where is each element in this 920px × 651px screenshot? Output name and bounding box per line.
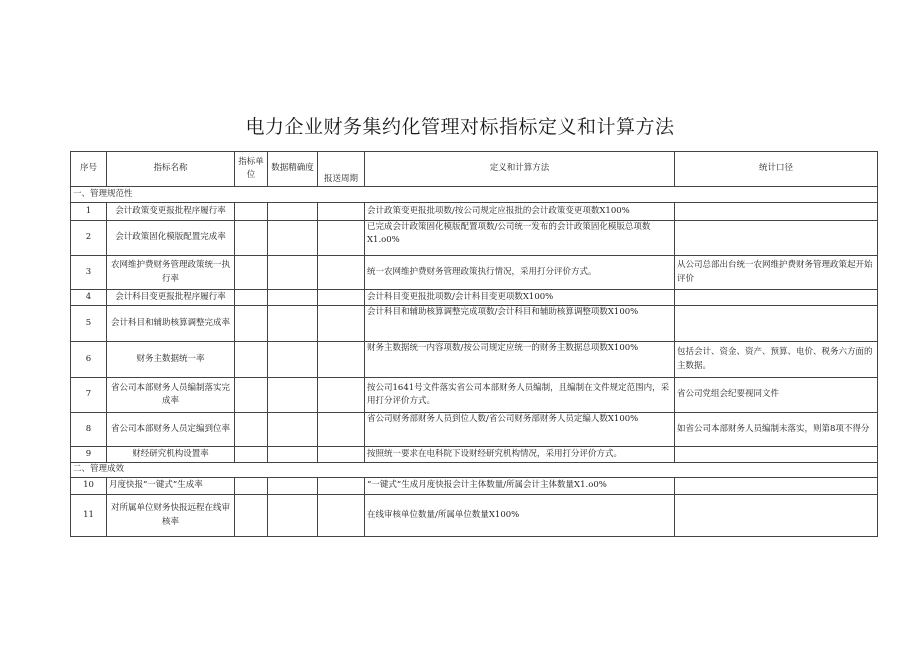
table-row bbox=[71, 203, 878, 221]
header-seq: 序号 bbox=[71, 152, 107, 187]
unit-cell bbox=[235, 413, 268, 447]
table-row bbox=[71, 495, 878, 537]
header-period: 报送周期 bbox=[318, 152, 365, 187]
precision-cell bbox=[268, 203, 318, 221]
indicator-name: 省公司本部财务人员编制落实完成率 bbox=[107, 378, 235, 413]
scope-cell bbox=[675, 203, 878, 221]
definition-cell: “一键式”生成月度快报会计主体数量/所属会计主体数量X1.o0% bbox=[365, 478, 675, 495]
row-number: 4 bbox=[71, 290, 107, 306]
header-precision: 数据精确度 bbox=[268, 152, 318, 187]
indicator-name: 对所属单位财务快报远程在线审核率 bbox=[107, 495, 235, 537]
scope-cell bbox=[675, 478, 878, 495]
period-cell bbox=[318, 221, 365, 256]
precision-cell bbox=[268, 256, 318, 290]
indicator-name: 省公司本部财务人员定编到位率 bbox=[107, 413, 235, 447]
unit-cell bbox=[235, 342, 268, 378]
precision-cell bbox=[268, 378, 318, 413]
indicator-name: 会计科目变更报批程序履行率 bbox=[107, 290, 235, 306]
row-number: 2 bbox=[71, 221, 107, 256]
period-cell bbox=[318, 290, 365, 306]
unit-cell bbox=[235, 447, 268, 463]
row-number: 8 bbox=[71, 413, 107, 447]
document-title: 电力企业财务集约化管理对标指标定义和计算方法 bbox=[245, 116, 675, 138]
period-cell bbox=[318, 478, 365, 495]
table-row bbox=[71, 221, 878, 256]
precision-cell bbox=[268, 447, 318, 463]
row-number: 7 bbox=[71, 378, 107, 413]
table-row bbox=[71, 342, 878, 378]
row-number: 3 bbox=[71, 256, 107, 290]
row-number: 5 bbox=[71, 306, 107, 342]
unit-cell bbox=[235, 306, 268, 342]
scope-cell bbox=[675, 495, 878, 537]
indicator-name: 财务主数据统一率 bbox=[107, 342, 235, 378]
unit-cell bbox=[235, 478, 268, 495]
precision-cell bbox=[268, 478, 318, 495]
period-cell bbox=[318, 495, 365, 537]
section-row bbox=[71, 463, 878, 478]
indicator-name: 会计政策固化模版配置完成率 bbox=[107, 221, 235, 256]
unit-cell bbox=[235, 378, 268, 413]
precision-cell bbox=[268, 290, 318, 306]
unit-cell bbox=[235, 203, 268, 221]
header-unit: 指标单位 bbox=[235, 152, 268, 187]
row-number: 1 bbox=[71, 203, 107, 221]
table-row bbox=[71, 256, 878, 290]
scope-cell bbox=[675, 447, 878, 463]
row-number: 11 bbox=[71, 495, 107, 537]
indicator-name: 会计科目和辅助核算调整完成率 bbox=[107, 306, 235, 342]
scope-cell: 省公司党组会纪要视同文件 bbox=[675, 378, 878, 413]
scope-cell bbox=[675, 306, 878, 342]
indicator-name: 农网维护费财务管理政策统一执行率 bbox=[107, 256, 235, 290]
scope-cell: 如省公司本部财务人员编制未落实，则第8项不得分 bbox=[675, 413, 878, 447]
definition-cell: 会计政策变更报批项数/按公司规定应报批的会计政策变更项数X100% bbox=[365, 203, 675, 221]
precision-cell bbox=[268, 306, 318, 342]
definition-cell: 已完成会计政策固化模版配置项数/公司统一发布的会计政策固化模版总项数X1.o0% bbox=[365, 221, 675, 256]
table-row bbox=[71, 478, 878, 495]
row-number: 10 bbox=[71, 478, 107, 495]
header-name: 指标名称 bbox=[107, 152, 235, 187]
unit-cell bbox=[235, 256, 268, 290]
definition-cell: 会计科目变更报批项数/会计科目变更项数X100% bbox=[365, 290, 675, 306]
section-label: 二、管理成效 bbox=[71, 463, 878, 478]
section-row bbox=[71, 187, 878, 203]
section-label: 一、管理规范性 bbox=[71, 187, 878, 203]
scope-cell: 包括会计、资金、资产、预算、电价、税务六方面的主数据。 bbox=[675, 342, 878, 378]
indicator-name: 财经研究机构设置率 bbox=[107, 447, 235, 463]
period-cell bbox=[318, 203, 365, 221]
unit-cell bbox=[235, 290, 268, 306]
table-header-row bbox=[71, 152, 878, 187]
definition-cell: 财务主数据统一内容项数/按公司规定应统一的财务主数据总项数X100% bbox=[365, 342, 675, 378]
unit-cell bbox=[235, 221, 268, 256]
indicator-name: 月度快报“一键式”生成率 bbox=[107, 478, 235, 495]
indicator-name: 会计政策变更报批程序履行率 bbox=[107, 203, 235, 221]
precision-cell bbox=[268, 413, 318, 447]
definition-cell: 在线审核单位数量/所属单位数量X100% bbox=[365, 495, 675, 537]
definition-cell: 按照统一要求在电科院下设财经研究机构情况，采用打分评价方式。 bbox=[365, 447, 675, 463]
period-cell bbox=[318, 306, 365, 342]
table-row bbox=[71, 306, 878, 342]
table-row bbox=[71, 447, 878, 463]
period-cell bbox=[318, 447, 365, 463]
precision-cell bbox=[268, 221, 318, 256]
period-cell bbox=[318, 342, 365, 378]
header-definition: 定义和计算方法 bbox=[365, 152, 675, 187]
unit-cell bbox=[235, 495, 268, 537]
scope-cell: 从公司总部出台统一农网维护费财务管理政策起开始评价 bbox=[675, 256, 878, 290]
period-cell bbox=[318, 378, 365, 413]
table-row bbox=[71, 413, 878, 447]
indicator-table bbox=[70, 151, 878, 537]
row-number: 9 bbox=[71, 447, 107, 463]
scope-cell bbox=[675, 221, 878, 256]
definition-cell: 会计科目和辅助核算调整完成项数/会计科目和辅助核算调整项数X100% bbox=[365, 306, 675, 342]
scope-cell bbox=[675, 290, 878, 306]
definition-cell: 按公司1641号文件落实省公司本部财务人员编制，且编制在文件规定范围内，采用打分评价方式。 bbox=[365, 378, 675, 413]
header-scope: 统计口径 bbox=[675, 152, 878, 187]
table-row bbox=[71, 378, 878, 413]
definition-cell: 统一农网维护费财务管理政策执行情况，采用打分评价方式。 bbox=[365, 256, 675, 290]
table-row bbox=[71, 290, 878, 306]
period-cell bbox=[318, 413, 365, 447]
period-cell bbox=[318, 256, 365, 290]
definition-cell: 省公司财务部财务人员到位人数/省公司财务部财务人员定编人数X100% bbox=[365, 413, 675, 447]
precision-cell bbox=[268, 495, 318, 537]
precision-cell bbox=[268, 342, 318, 378]
row-number: 6 bbox=[71, 342, 107, 378]
